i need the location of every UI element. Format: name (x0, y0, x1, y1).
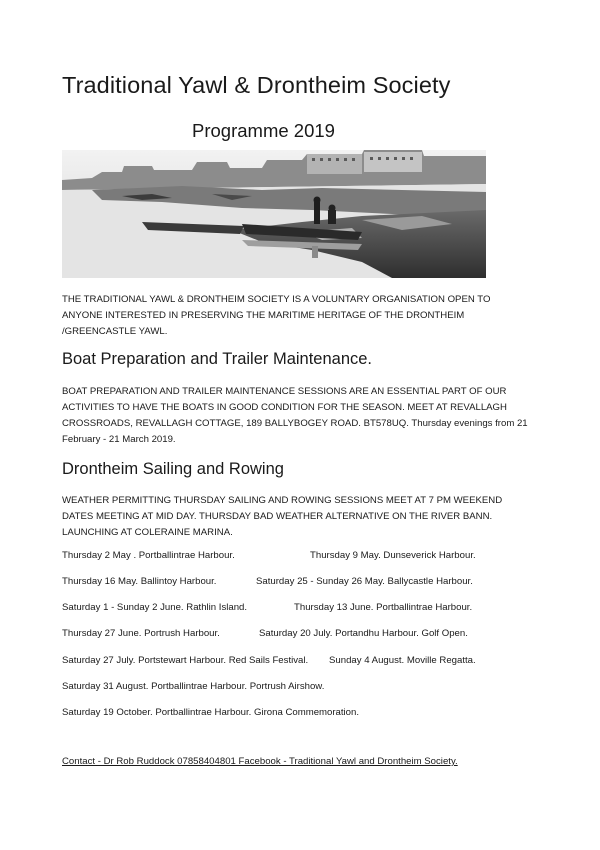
schedule-item: Saturday 31 August. Portballintrae Harbour. Portrush Airshow. (62, 681, 325, 692)
contact-line[interactable]: Contact - Dr Rob Ruddock 07858404801 Facebook - Traditional Yawl and Drontheim Society. (62, 756, 458, 767)
section-heading-sailing: Drontheim Sailing and Rowing (62, 460, 284, 478)
schedule-item: Saturday 1 - Sunday 2 June. Rathlin Island. (62, 602, 248, 613)
schedule-item: Thursday 16 May. Ballintoy Harbour. (62, 576, 217, 587)
schedule-item: Sunday 4 August. Moville Regatta. (329, 655, 476, 666)
sailing-paragraph: WEATHER PERMITTING THURSDAY SAILING AND ROWING SESSIONS MEET AT 7 PM WEEKEND DATES MEETING AT MID DAY. THURSDAY BAD WEATHER ALTERNATIVE ON THE RIVER BANN. LAUNCHING AT COLERAINE MARINA. (62, 495, 503, 538)
document-title: Traditional Yawl & Drontheim Society (62, 72, 451, 98)
schedule-item: Thursday 2 May . Portballintrae Harbour. (62, 550, 235, 561)
section-heading-preparation: Boat Preparation and Trailer Maintenance. (62, 350, 373, 368)
programme-subtitle: Programme 2019 (192, 120, 335, 141)
harbour-photo (62, 150, 486, 278)
schedule-item: Saturday 19 October. Portballintrae Harbour. Girona Commemoration. (62, 707, 360, 718)
schedule-item: Saturday 27 July. Portstewart Harbour. Red Sails Festival. (62, 655, 309, 666)
schedule-item: Thursday 9 May. Dunseverick Harbour. (310, 550, 476, 561)
schedule-item: Thursday 27 June. Portrush Harbour. (62, 628, 220, 639)
schedule-item: Saturday 25 - Sunday 26 May. Ballycastle Harbour. (256, 576, 473, 587)
preparation-paragraph: BOAT PREPARATION AND TRAILER MAINTENANCE SESSIONS ARE AN ESSENTIAL PART OF OUR ACTIVITIES TO HAVE THE BOATS IN GOOD CONDITION FOR THE SEASON. MEET AT REVALLAGH CROSSROADS, REVALLAGH COTTAGE, 189 BALLYBOGEY ROAD. BT578UQ. Thursday evenings from 21 February - 21 March 2019. (62, 386, 528, 445)
schedule-item: Saturday 20 July. Portandhu Harbour. Golf Open. (259, 628, 468, 639)
schedule-item: Thursday 13 June. Portballintrae Harbour. (294, 602, 473, 613)
intro-paragraph: THE TRADITIONAL YAWL & DRONTHEIM SOCIETY IS A VOLUNTARY ORGANISATION OPEN TO ANYONE INTERESTED IN PRESERVING THE MARITIME HERITAGE OF THE DRONTHEIM /GREENCASTLE YAWL. (62, 294, 491, 337)
